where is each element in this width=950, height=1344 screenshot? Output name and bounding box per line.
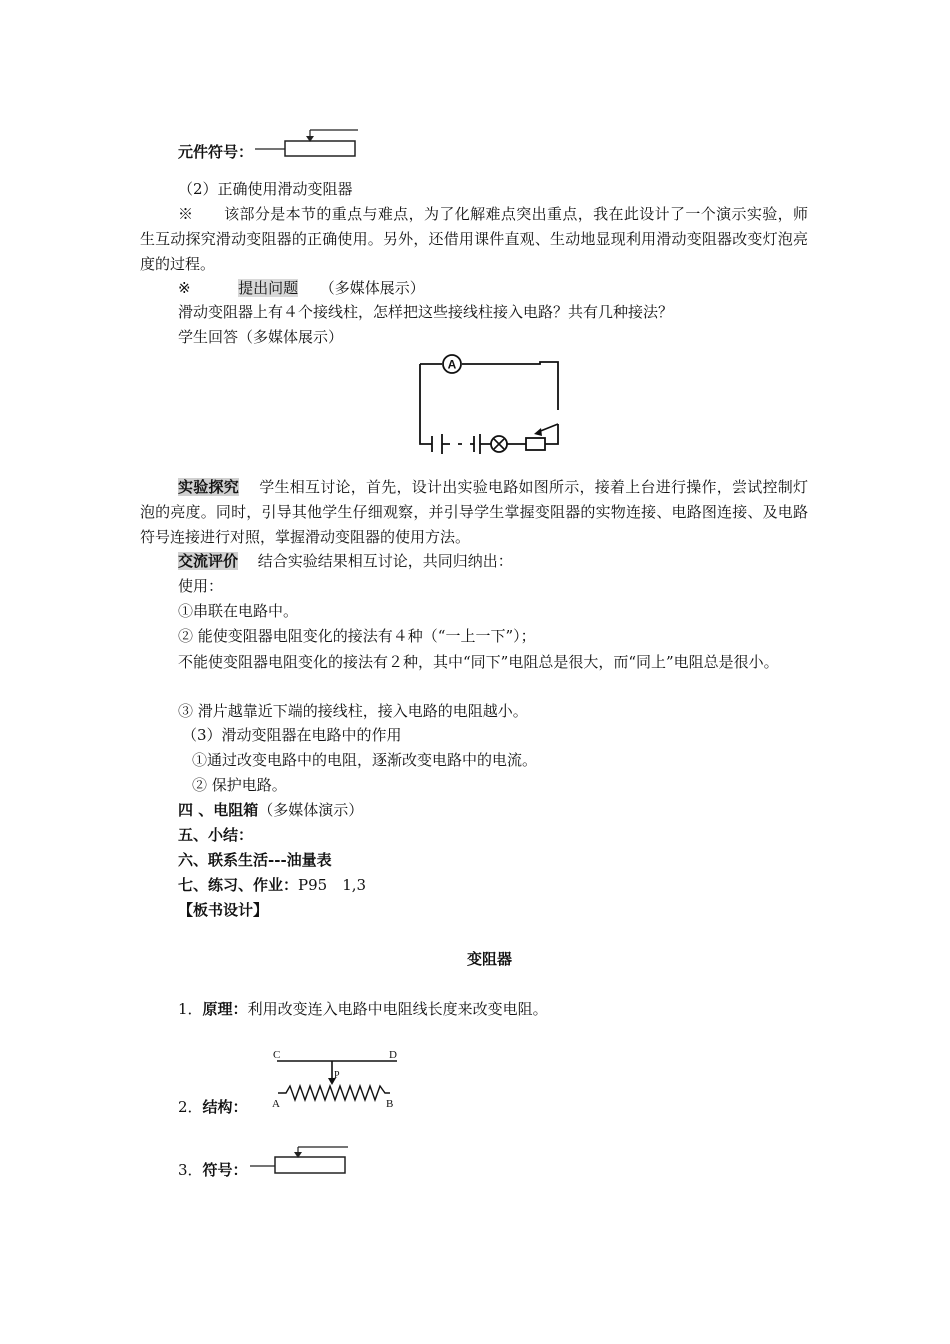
section-7 <box>178 874 366 895</box>
rheostat-symbol-top <box>255 125 365 160</box>
explore-paragraph <box>140 475 808 550</box>
note-1 <box>140 202 808 277</box>
slider-p-label: P <box>334 1070 340 1081</box>
symbol-label: 元件符号： <box>178 143 254 161</box>
usage-title: 使用： <box>178 577 224 595</box>
review-text: 结合实验结果相互讨论，共同归纳出： <box>257 552 513 570</box>
board-title: 变阻器 <box>467 950 513 968</box>
terminal-d-label: D <box>389 1049 397 1061</box>
terminal-a-label: A <box>272 1098 280 1110</box>
section-7-suffix: P95 1,3 <box>298 876 367 894</box>
rheostat-structure-diagram <box>270 1045 405 1110</box>
note-2-mark: ※ <box>178 279 191 297</box>
usage-item-4: ③ 滑片越靠近下端的接线柱，接入电路的电阻越小。 <box>178 702 528 720</box>
note-2 <box>178 277 425 298</box>
section-3-heading: （3）滑动变阻器在电路中的作用 <box>182 726 402 744</box>
section-5: 五、小结： <box>178 826 254 844</box>
usage-item-3: 不能使变阻器电阻变化的接法有２种，其中“同下”电阻总是很大，而“同上”电阻总是很小。 <box>178 653 779 671</box>
board-point-3 <box>178 1159 248 1180</box>
note-2-label: 提出问题 <box>238 279 299 297</box>
review-label: 交流评价 <box>178 552 239 570</box>
question: 滑动变阻器上有４个接线柱，怎样把这些接线柱接入电路？共有几种接法？ <box>178 303 674 321</box>
note-1-text: 该部分是本节的重点与难点，为了化解难点突出重点，我在此设计了一个演示实验，师生互动探究滑动变阻器的正确使用。另外，还借用课件直观、生动地显现利用滑动变阻器改变灯泡亮度的过程。 <box>140 205 808 273</box>
note-1-mark: ※ <box>178 205 194 223</box>
section-2-heading: （2）正确使用滑动变阻器 <box>178 180 353 198</box>
section-4-title: 四 、电阻箱 <box>178 801 259 819</box>
section-3-item-1: ①通过改变电路中的电阻，逐渐改变电路中的电流。 <box>192 751 538 769</box>
board-point-1-text: 利用改变连入电路中电阻线长度来改变电阻。 <box>247 1000 548 1018</box>
board-point-1-label: 原理： <box>202 1000 248 1018</box>
board-point-2-num: 2． <box>178 1098 203 1116</box>
board-point-1 <box>178 998 548 1019</box>
board-point-2-label: 结构： <box>202 1098 248 1116</box>
rheostat-symbol-bottom <box>250 1142 360 1177</box>
explore-text: 学生相互讨论，首先，设计出实验电路如图所示，接着上台进行操作，尝试控制灯泡的亮度。同时，引导其他学生仔细观察，并引导学生掌握变阻器的实物连接、电路图连接、及电路符号连接进行对照，掌握滑动变阻器的使用方法。 <box>140 478 808 546</box>
rheostat-icon <box>526 438 545 450</box>
circuit-diagram <box>410 352 570 452</box>
review-line <box>178 550 513 571</box>
board-point-1-num: 1． <box>178 1000 203 1018</box>
board-point-3-num: 3． <box>178 1161 203 1179</box>
ammeter-label: A <box>447 357 457 372</box>
explore-label: 实验探究 <box>178 478 239 496</box>
section-7-title: 七、练习、作业： <box>178 876 299 894</box>
terminal-c-label: C <box>273 1049 281 1061</box>
terminal-b-label: B <box>386 1098 394 1110</box>
note-2-suffix: （多媒体展示） <box>319 279 425 297</box>
usage-item-2: ② 能使变阻器电阻变化的接法有４种（“一上一下”）； <box>178 627 536 645</box>
section-4-suffix: （多媒体演示） <box>258 801 364 819</box>
section-3-item-2: ② 保护电路。 <box>192 776 287 794</box>
answer-line: 学生回答（多媒体展示） <box>178 328 344 346</box>
section-4 <box>178 799 363 820</box>
section-6: 六、联系生活---油量表 <box>178 851 332 869</box>
board-point-3-label: 符号： <box>202 1161 248 1179</box>
board-point-2 <box>178 1096 248 1117</box>
board-design-heading: 【板书设计】 <box>178 901 269 919</box>
usage-item-1: ①串联在电路中。 <box>178 602 299 620</box>
